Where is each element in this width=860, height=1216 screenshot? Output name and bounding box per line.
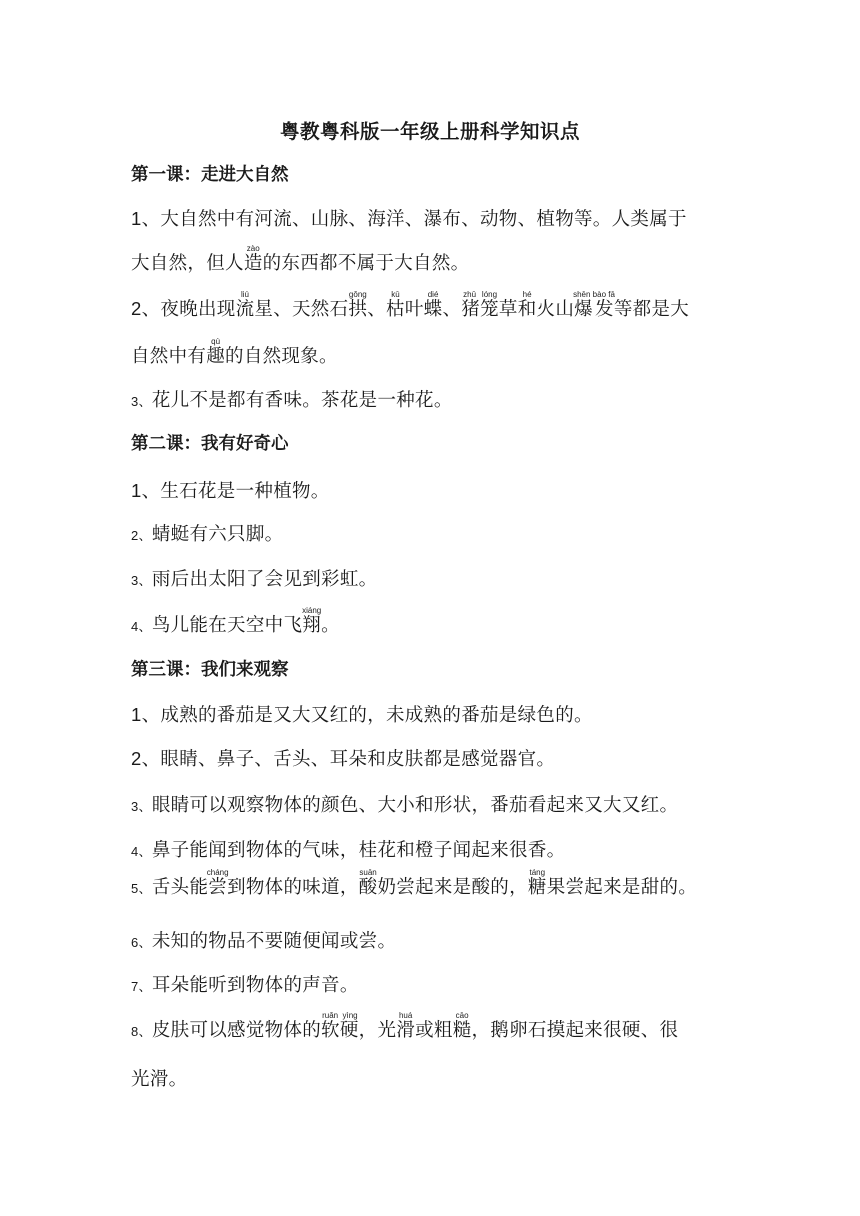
item-number: 4、 [131, 844, 152, 859]
pinyin-annotated-char: 尝chánɡ [206, 868, 229, 898]
lesson-2-item-4: 4、鸟儿能在天空中飞翔xiánɡ。 [131, 606, 340, 636]
lesson-1-item-2-line-1: 2、夜晚出现流liú星、天然石拱ɡǒnɡ、枯kū叶蝶dié、猪笼zhū lónɡ草和hé火山爆发shēn bào fā等都是大 [131, 290, 690, 320]
lesson-3-item-8-line-1: 8、皮肤可以感觉物体的软硬ruǎn yìnɡ，光滑huá或粗糙cāo，鹅卵石摸起来很硬、很 [131, 1011, 679, 1041]
item-number: 1、 [131, 480, 161, 501]
lesson-3-item-8-line-2 [131, 1065, 187, 1091]
lesson-3-item-1 [131, 701, 593, 727]
item-number: 6、 [131, 935, 152, 950]
pinyin-annotated-char: 和hé [517, 290, 537, 320]
lesson-1-item-3 [131, 386, 453, 412]
pinyin-annotated-char: 流liú [235, 290, 255, 320]
lesson-3-item-6 [131, 927, 396, 953]
item-text: 鼻子能闻到物体的气味，桂花和橙子闻起来很香。 [151, 840, 566, 861]
item-number: 3、 [131, 799, 152, 814]
item-text: 成熟的番茄是又大又红的，未成熟的番茄是绿色的。 [160, 705, 593, 726]
item-text: 耳朵能听到物体的声音。 [151, 975, 359, 996]
item-text: 的东西都不属于大自然。 [262, 253, 470, 274]
item-number: 3、 [131, 573, 152, 588]
pinyin-annotated-char: 造zào [243, 244, 263, 274]
pinyin-annotated-word: 爆发shēn bào fā [573, 290, 615, 320]
item-number: 5、 [131, 881, 152, 896]
lesson-3-item-2 [131, 745, 555, 771]
item-text: 光滑。 [131, 1069, 188, 1090]
lesson-3-heading: 第三课：我们来观察 [131, 660, 289, 680]
pinyin-annotated-char: 蝶dié [423, 290, 443, 320]
pinyin-annotated-word: 软硬ruǎn yìnɡ [321, 1011, 359, 1041]
item-text: 眼睛、鼻子、舌头、耳朵和皮肤都是感觉器官。 [160, 749, 556, 770]
lesson-3-item-3 [131, 791, 678, 817]
item-number: 2、 [131, 528, 152, 543]
item-number: 2、 [131, 748, 161, 769]
pinyin-annotated-char: 翔xiánɡ [302, 606, 322, 636]
lesson-3-item-7 [131, 971, 359, 997]
item-text: 大自然中有河流、山脉、海洋、瀑布、动物、植物等。人类属于 [160, 209, 687, 230]
pinyin-annotated-char: 枯kū [386, 290, 405, 320]
lesson-1-item-1-line-1 [131, 205, 687, 231]
lesson-2-heading: 第二课：我有好奇心 [131, 434, 289, 454]
pinyin-annotated-char: 糖tánɡ [527, 868, 547, 898]
lesson-1-item-1-line-2 [131, 244, 469, 275]
lesson-1-heading: 第一课：走进大自然 [131, 165, 289, 185]
item-number: 3、 [131, 394, 152, 409]
item-text: 眼睛可以观察物体的颜色、大小和形状，番茄看起来又大又红。 [151, 795, 679, 816]
lesson-2-item-3 [131, 565, 377, 591]
item-number: 1、 [131, 704, 161, 725]
pinyin-annotated-word: 猪笼zhū lónɡ [461, 290, 499, 320]
item-text: 花儿不是都有香味。茶花是一种花。 [151, 390, 453, 411]
pinyin-annotated-char: 趣qù [206, 337, 226, 367]
lesson-2-item-2 [131, 520, 283, 546]
document-title: 粤教粤科版一年级上册科学知识点 [279, 120, 580, 143]
item-text: 蜻蜓有六只脚。 [151, 524, 284, 545]
item-text: 大自然，但人 [131, 253, 244, 274]
pinyin-annotated-char: 酸suān [358, 868, 378, 898]
item-text: 雨后出太阳了会见到彩虹。 [151, 569, 378, 590]
lesson-3-item-5: 5、舌头能尝chánɡ到物体的味道，酸suān奶尝起来是酸的，糖tánɡ果尝起来是甜的。 [131, 868, 698, 898]
lesson-3-item-4 [131, 836, 565, 862]
pinyin-annotated-char: 拱ɡǒnɡ [348, 290, 368, 320]
lesson-1-item-2-line-2: 自然中有趣qù的自然现象。 [131, 337, 338, 367]
item-number: 8、 [131, 1024, 152, 1039]
item-number: 4、 [131, 619, 152, 634]
pinyin-annotated-char: 糙cāo [452, 1011, 472, 1041]
item-text: 生石花是一种植物。 [160, 481, 330, 502]
lesson-2-item-1 [131, 477, 330, 503]
pinyin-annotated-char: 滑huá [396, 1011, 416, 1041]
item-text: 未知的物品不要随便闻或尝。 [151, 931, 397, 952]
item-number: 2、 [131, 298, 161, 319]
item-number: 7、 [131, 979, 152, 994]
item-number: 1、 [131, 208, 161, 229]
